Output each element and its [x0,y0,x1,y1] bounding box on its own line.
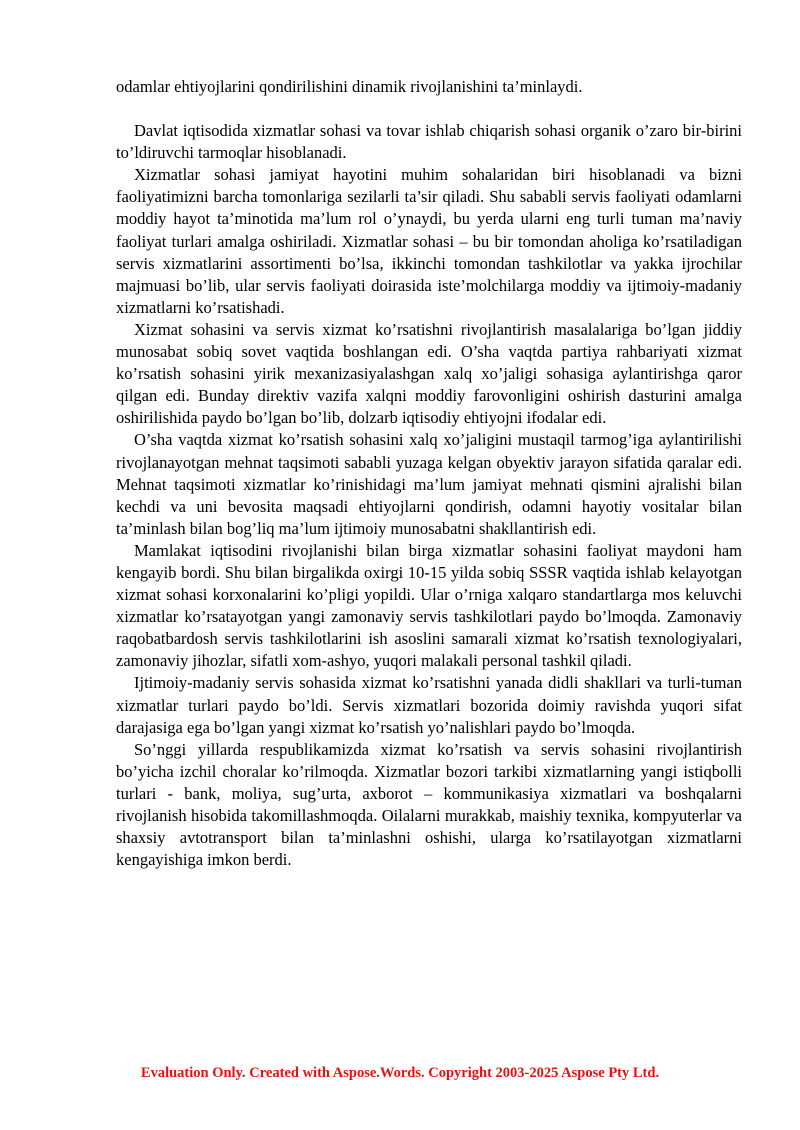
paragraph: Ijtimoiy-madaniy servis sohasida xizmat ko’rsatishni yanada didli shakllari va turli-tuman xizmatlar turlari paydo bo’ldi. Servis xizmatlari bozorida doimiy ravishda yuqori sifat darajasiga ega bo’lgan yangi xizmat ko’rsatish yo’nalishlari paydo bo’lmoqda. [116,673,742,737]
document-body [116,76,742,871]
paragraph: O’sha vaqtda xizmat ko’rsatish sohasini xalq xo’jaligini mustaqil tarmog’iga aylantirilishi rivojlanayotgan mehnat taqsimoti sababli yuzaga kelgan obyektiv jarayon sifatida qaralar edi. Mehnat taqsimoti xizmatlar ko’rinishidagi ma’lum jamiyat mehnati qismini ajralishi bilan kechdi va uni bevosita maqsadi ehtiyojlarni qondirish, odamni hayotiy vositalar bilan ta’minlash bilan bog’liq ma’lum ijtimoiy munosabatni shakllantirish edi. [116,430,742,538]
paragraph: So’nggi yillarda respublikamizda xizmat ko’rsatish va servis sohasini rivojlantirish bo’yicha izchil choralar ko’rilmoqda. Xizmatlar bozori tarkibi xizmatlarning yangi istiqbolli turlari - bank, moliya, sug’urta, axborot – kommunikasiya xizmatlari va boshqalarni rivojlanish hisobida takomillashmoqda. Oilalarni murakkab, maishiy texnika, kompyuterlar va shaxsiy avtotransport bilan ta’minlashni oshishi, ularga ko’rsatilayotgan xizmatlarni kengayishiga imkon berdi. [116,739,742,870]
paragraph: Davlat iqtisodida xizmatlar sohasi va tovar ishlab chiqarish sohasi organik o’zaro bir-birini to’ldiruvchi tarmoqlar hisoblanadi. [116,121,742,163]
paragraph: Xizmat sohasini va servis xizmat ko’rsatishni rivojlantirish masalalariga bo’lgan jiddiy munosabat sobiq sovet vaqtida boshlangan edi. O’sha vaqtda partiya rahbariyati xizmat ko’rsatish sohasini yirik mexanizasiyalashgan xalq xo’jaligi sohasiga aylantirishga qaror qilgan edi. Bunday direktiv vazifa xalqni moddiy farovonligini oshirish dasturini amalga oshirilishida paydo bo’lgan bo’lib, dolzarb iqtisodiy ehtiyojni ifodalar edi. [116,319,742,428]
paragraph: Xizmatlar sohasi jamiyat hayotini muhim sohalaridan biri hisoblanadi va bizni faoliyatimizni barcha tomonlariga sezilarli ta’sir qiladi. Shu sababli servis faoliyati odamlarni moddiy hayot ta’minotida ma’lum rol o’ynaydi, bu yerda ularni eng turli tuman ma’naviy faoliyat turlari amalga oshiriladi. Xizmatlar sohasi – bu bir tomondan aholiga ko’rsatiladigan servis xizmatlarini assortimenti bo’lsa, ikkinchi tomondan tashkilotlar va yakka ijrochilar majmuasi bo’lib, ular servis faoliyati doirasida iste’molchilarga moddiy va ijtimoiy-madaniy xizmatlarni ko’rsatishadi. [116,165,742,317]
paragraph: Mamlakat iqtisodini rivojlanishi bilan birga xizmatlar sohasini faoliyat maydoni ham kengayib bordi. Shu bilan birgalikda oxirgi 10-15 yilda sobiq SSSR vaqtida ishlab kelayotgan xizmat sohasi korxonalarini ko’pligi yopildi. Ular o’rniga xalqaro standartlarga mos keluvchi xizmatlar ko’rsatayotgan yangi zamonaviy servis tashkilotlari paydo bo’lmoqda. Zamonaviy raqobatbardosh servis tashkilotlarini ish asoslini samarali xizmat ko’rsatish texnologiyalari, zamonaviy jihozlar, sifatli xom-ashyo, yuqori malakali personal tashkil qiladi. [116,540,742,671]
evaluation-watermark: Evaluation Only. Created with Aspose.Words. Copyright 2003-2025 Aspose Pty Ltd. [140,1065,660,1081]
paragraph: odamlar ehtiyojlarini qondirilishini dinamik rivojlanishini ta’minlaydi. [116,77,583,96]
